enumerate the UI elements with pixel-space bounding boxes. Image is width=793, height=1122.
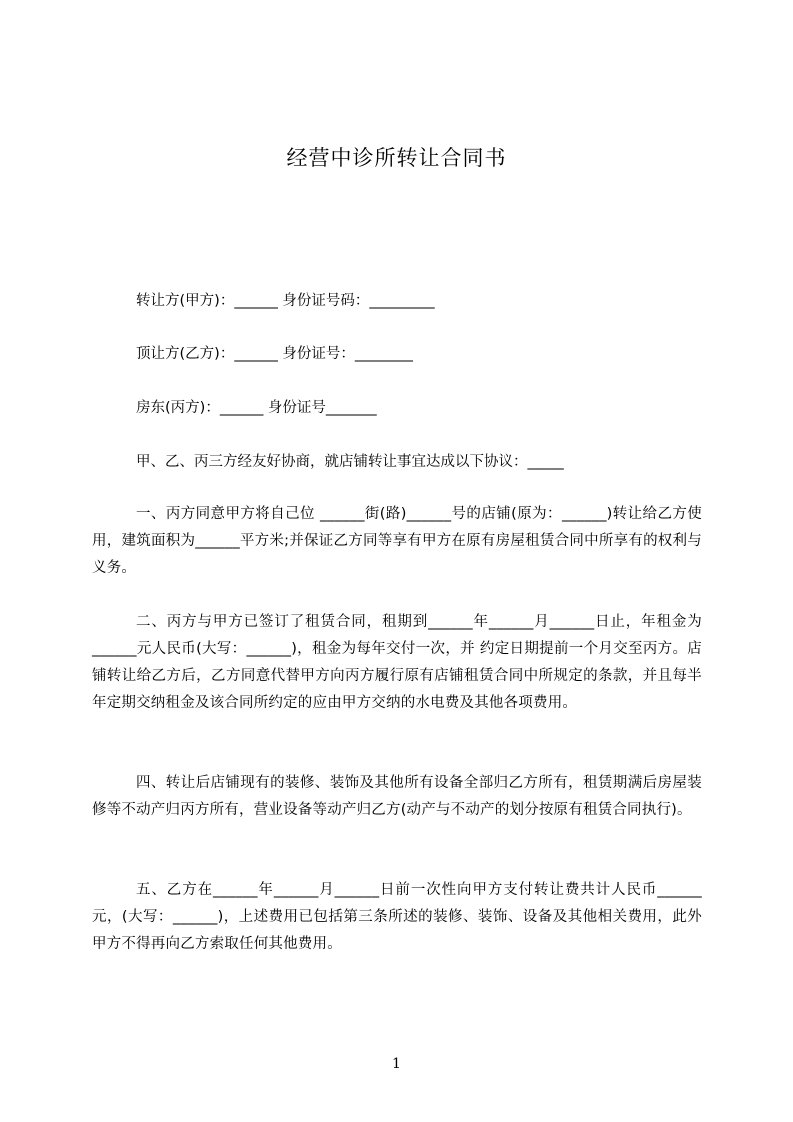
document-title: 经营中诊所转让合同书 — [286, 146, 507, 170]
preamble-line: 甲、乙、丙三方经友好协商，就店铺转让事宜达成以下协议：_____ — [136, 454, 564, 470]
clause-paragraph: 二、丙方与甲方已签订了租赁合同，租期到______年______月______日止，年租金为______元人民币(大写：______)，租金为每年交付一次，并 约定日期提前一个月交至丙方。店铺转让给乙方后，乙方同意代替甲方向丙方履行原有店铺租赁合同中所规定的条款，并且每半年定期交纳租金及该合同所约定的应由甲方交纳的水电费及其他各项费用。 — [92, 614, 702, 711]
clause-paragraph: 一、丙方同意甲方将自己位 ______街(路)______号的店铺(原为：______)转让给乙方使用，建筑面积为______平方米;并保证乙方同等享有甲方在原有房屋租赁合同中所享有的权利与义务。 — [92, 506, 702, 576]
transferor-line: 转让方(甲方)：______ 身份证号码：_________ — [136, 293, 435, 309]
page-number: 1 — [392, 1056, 401, 1072]
transferee-line: 顶让方(乙方)：______ 身份证号：________ — [136, 346, 413, 362]
clause-paragraph: 四、转让后店铺现有的装修、装饰及其他所有设备全部归乙方所有，租赁期满后房屋装修等不动产归丙方所有，营业设备等动产归乙方(动产与不动产的划分按原有租赁合同执行)。 — [92, 775, 702, 818]
clause-paragraph: 五、乙方在______年______月______日前一次性向甲方支付转让费共计人民币______元，(大写：______)，上述费用已包括第三条所述的装修、装饰、设备及其他相关费用，此外甲方不得再向乙方索取任何其他费用。 — [92, 882, 702, 952]
landlord-line: 房东(丙方)：______ 身份证号_______ — [136, 400, 377, 416]
